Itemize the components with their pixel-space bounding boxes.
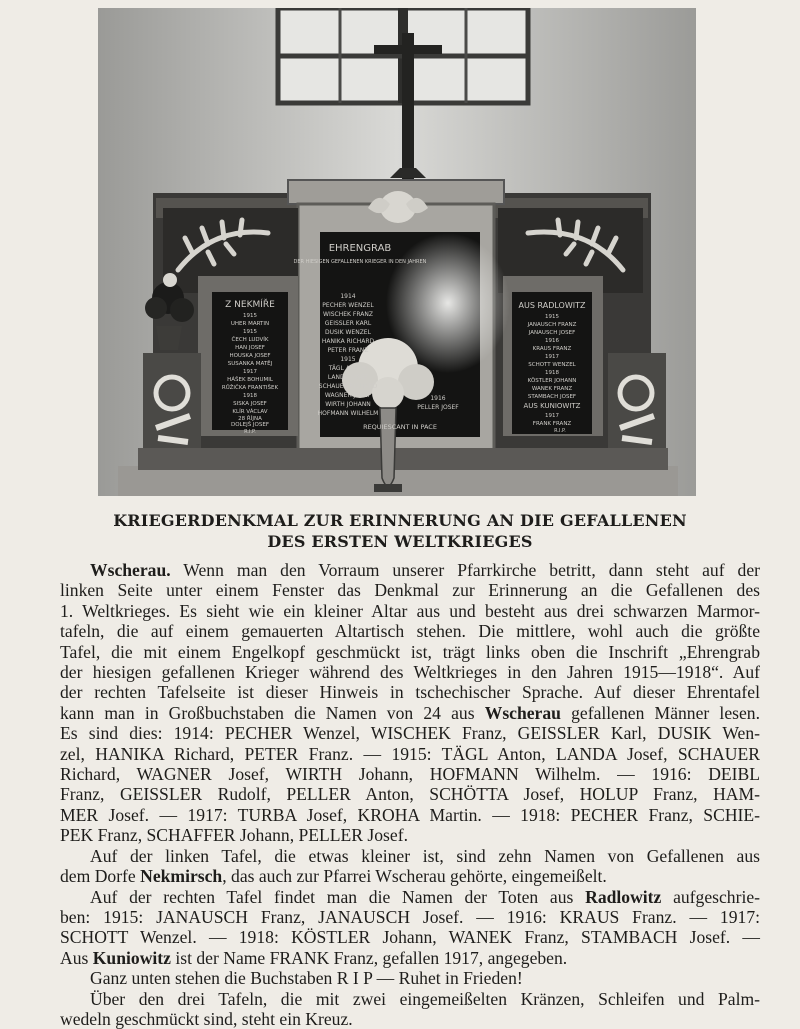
center-name-13: HOFMANN WILHELM xyxy=(317,410,379,417)
paragraph-1-line-3: 1. Weltkrieges. Es sieht wie ein kleiner Altar aus und besteht aus drei schwarzen Marmor- xyxy=(60,600,760,621)
paragraph-1-line-12: Franz, GEISSLER Rudolf, PELLER Anton, SCHÖTTA Josef, HOLUP Franz, HAM- xyxy=(60,784,760,805)
paragraph-1-line-1 xyxy=(60,560,760,580)
right-name-4: KRAUS FRANZ xyxy=(532,346,572,352)
paragraph-3-line-4-c: ist der Name FRANK Franz, gefallen 1917, angegeben. xyxy=(170,947,568,968)
center-name-0: 1914 xyxy=(340,293,356,300)
right-name-7: 1918 xyxy=(545,370,559,376)
paragraph-3 xyxy=(60,887,760,969)
paragraph-1-line-5: Tafel, die mit einem Engelkopf geschmückt ist, trägt links oben die Inschrift „Ehrengrab xyxy=(60,641,760,662)
paragraph-3-line-1-c: aufgeschrie- xyxy=(661,886,761,907)
center-name-1: PECHER WENZEL xyxy=(322,302,374,309)
paragraph-5 xyxy=(60,989,760,1029)
caption-line-2: DES ERSTEN WELTKRIEGES xyxy=(267,532,533,551)
paragraph-4-line-1: Ganz unten stehen die Buchstaben R I P — Ruhet in Frieden! xyxy=(90,968,523,989)
place-wscherau: Wscherau. xyxy=(90,560,171,580)
right-tablet-title: AUS RADLOWITZ xyxy=(518,301,586,310)
right-name-8: KÖSTLER JOHANN xyxy=(527,378,577,384)
right-name-5: 1917 xyxy=(545,354,559,360)
center-name-10: SCHAUER RICHARD xyxy=(318,383,378,390)
paragraph-1-line-6: der hiesigen gefallenen Krieger während des Weltkrieges in den Jahren 1915—1918“. Auf xyxy=(60,662,760,683)
center-name-15: PELLER JOSEF xyxy=(417,404,459,411)
right-name-2: JANAUSCH JOSEF xyxy=(528,330,576,336)
center-tablet-title: EHRENGRAB xyxy=(328,243,392,254)
center-name-11: WAGNER JOSEF xyxy=(324,392,372,399)
place-kuniowitz: Kuniowitz xyxy=(92,947,171,968)
place-wscherau-2: Wscherau xyxy=(484,702,561,723)
right-subname-0: 1917 xyxy=(545,413,559,419)
left-tablet-footer: R.I.P. xyxy=(244,429,256,435)
left-name-11: SISKA JOSEF xyxy=(233,401,267,407)
center-name-12: WIRTH JOHANN xyxy=(325,401,371,408)
right-name-9: WANEK FRANZ xyxy=(531,386,573,392)
paragraph-3-line-4-a: Aus xyxy=(60,947,93,968)
center-name-5: HANIKA RICHARD xyxy=(321,338,375,345)
center-name-7: 1915 xyxy=(340,356,356,363)
paragraph-1-line-8-a: kann man in Großbuchstaben die Namen von 24 aus xyxy=(60,702,485,723)
right-name-3: 1916 xyxy=(545,338,559,344)
paragraph-1-line-8 xyxy=(60,703,760,723)
paragraph-2-line-1: Auf der linken Tafel, die etwas kleiner ist, sind zehn Namen von Gefallenen aus xyxy=(90,845,760,866)
right-name-1: JANAUSCH FRANZ xyxy=(527,322,577,328)
center-name-3: GEISSLER KARL xyxy=(324,320,372,327)
right-name-10: STAMBACH JOSEF xyxy=(527,394,577,400)
right-name-6: SCHOTT WENZEL xyxy=(528,362,576,368)
center-name-4: DUSIK WENZEL xyxy=(325,329,371,336)
paragraph-3-line-1-a: Auf der rechten Tafel findet man die Namen der Toten aus xyxy=(90,886,586,907)
paragraph-1-line-13: MER Josef. — 1917: TURBA Josef, KROHA Martin. — 1918: PECHER Franz, SCHIE- xyxy=(60,804,760,825)
paragraph-1-line-10: zel, HANIKA Richard, PETER Franz. — 1915: TÄGL Anton, LANDA Josef, SCHAUER xyxy=(60,743,760,764)
right-subname-1: FRANK FRANZ xyxy=(532,421,572,427)
caption-line-1: KRIEGERDENKMAL ZUR ERINNERUNG AN DIE GEFALLENEN xyxy=(113,511,687,530)
paragraph-1-line-1-text: Wenn man den Vorraum unserer Pfarrkirche betritt, dann steht auf der xyxy=(170,560,760,580)
center-tablet-subtitle: DER HIESIGEN GEFALLENEN KRIEGER IN DEN JAHREN xyxy=(293,259,427,265)
left-name-13: 28 ŘÍJNA xyxy=(238,416,262,422)
paragraph-3-line-2: ben: 1915: JANAUSCH Franz, JANAUSCH Josef. — 1916: KRAUS Franz. — 1917: xyxy=(60,906,760,927)
center-name-6: PETER FRANZ xyxy=(327,347,369,354)
right-name-0: 1915 xyxy=(545,314,559,320)
left-name-8: HÁŠEK BOHUMIL xyxy=(227,377,273,383)
right-tablet-subtitle: AUS KUNIOWITZ xyxy=(523,402,581,410)
paragraph-1-line-9: Es sind dies: 1914: PECHER Wenzel, WISCHEK Franz, GEISSLER Karl, DUSIK Wen- xyxy=(60,723,760,744)
left-name-6: SUSANKA MATĚJ xyxy=(227,361,273,367)
caption xyxy=(60,510,740,552)
left-name-7: 1917 xyxy=(243,369,257,375)
paragraph-3-line-4 xyxy=(60,948,760,968)
left-name-10: 1918 xyxy=(243,393,257,399)
paragraph-1-line-2: linken Seite unter einem Fenster das Denkmal zur Erinnerung an die Gefallenen des xyxy=(60,580,760,601)
left-name-3: ČECH LUDVÍK xyxy=(231,337,269,343)
left-name-4: HAN JOSEF xyxy=(235,345,265,351)
left-name-9: RŮŽIČKA FRANTIŠEK xyxy=(221,385,279,391)
paragraph-5-line-2: wedeln geschmückt sind, steht ein Kreuz. xyxy=(60,1008,353,1029)
paragraph-1-line-8-c: gefallenen Männer lesen. xyxy=(560,702,760,723)
left-name-0: 1915 xyxy=(243,313,257,319)
left-name-5: HOUSKA JOSEF xyxy=(229,353,271,359)
paragraph-2-line-2 xyxy=(60,866,760,886)
center-name-2: WISCHEK FRANZ xyxy=(323,311,373,318)
paragraph-4 xyxy=(60,968,760,988)
paragraph-2 xyxy=(60,846,760,887)
article-body xyxy=(60,560,760,1029)
center-name-8: TÄGL ANTON xyxy=(328,365,368,372)
place-radlowitz: Radlowitz xyxy=(585,886,662,907)
memorial-photo xyxy=(98,8,696,496)
paragraph-1-line-4: tafeln, die auf einem gemauerten Altartisch stehen. Die mittlere, wohl auch die größte xyxy=(60,621,760,642)
left-name-12: KLÍR VÁCLAV xyxy=(232,409,268,415)
paragraph-1 xyxy=(60,560,760,846)
paragraph-5-line-1: Über den drei Tafeln, die mit zwei eingemeißelten Kränzen, Schleifen und Palm- xyxy=(90,988,760,1009)
center-name-9: LANDA JOSEF xyxy=(327,374,369,381)
left-tablet-title: Z NEKMÍŘE xyxy=(225,300,275,310)
paragraph-3-line-3: SCHOTT Wenzel. — 1918: KÖSTLER Johann, WANEK Franz, STAMBACH Josef. — xyxy=(60,927,760,948)
left-name-1: UHER MARTIN xyxy=(230,321,270,327)
right-tablet-footer: R.I.P. xyxy=(554,428,566,434)
place-nekmirsch: Nekmirsch xyxy=(140,866,223,887)
paragraph-1-line-7: der rechten Tafelseite ist dieser Hinweis in tschechischer Sprache. Auf dieser Ehrentafel xyxy=(60,682,760,703)
center-name-14: 1916 xyxy=(430,395,446,402)
center-tablet-footer: REQUIESCANT IN PACE xyxy=(363,423,437,431)
paragraph-1-line-14: PEK Franz, SCHAFFER Johann, PELLER Josef. xyxy=(60,825,408,846)
left-name-2: 1915 xyxy=(243,329,257,335)
paragraph-2-line-2-c: , das auch zur Pfarrei Wscherau gehörte, eingemeißelt. xyxy=(222,866,607,887)
left-name-14: DOLEJŠ JOSEF xyxy=(230,422,270,428)
paragraph-3-line-1 xyxy=(60,887,760,907)
paragraph-2-line-2-a: dem Dorfe xyxy=(60,866,141,887)
paragraph-1-line-11: Richard, WAGNER Josef, WIRTH Johann, HOFMANN Wilhelm. — 1916: DEIBL xyxy=(60,764,760,785)
